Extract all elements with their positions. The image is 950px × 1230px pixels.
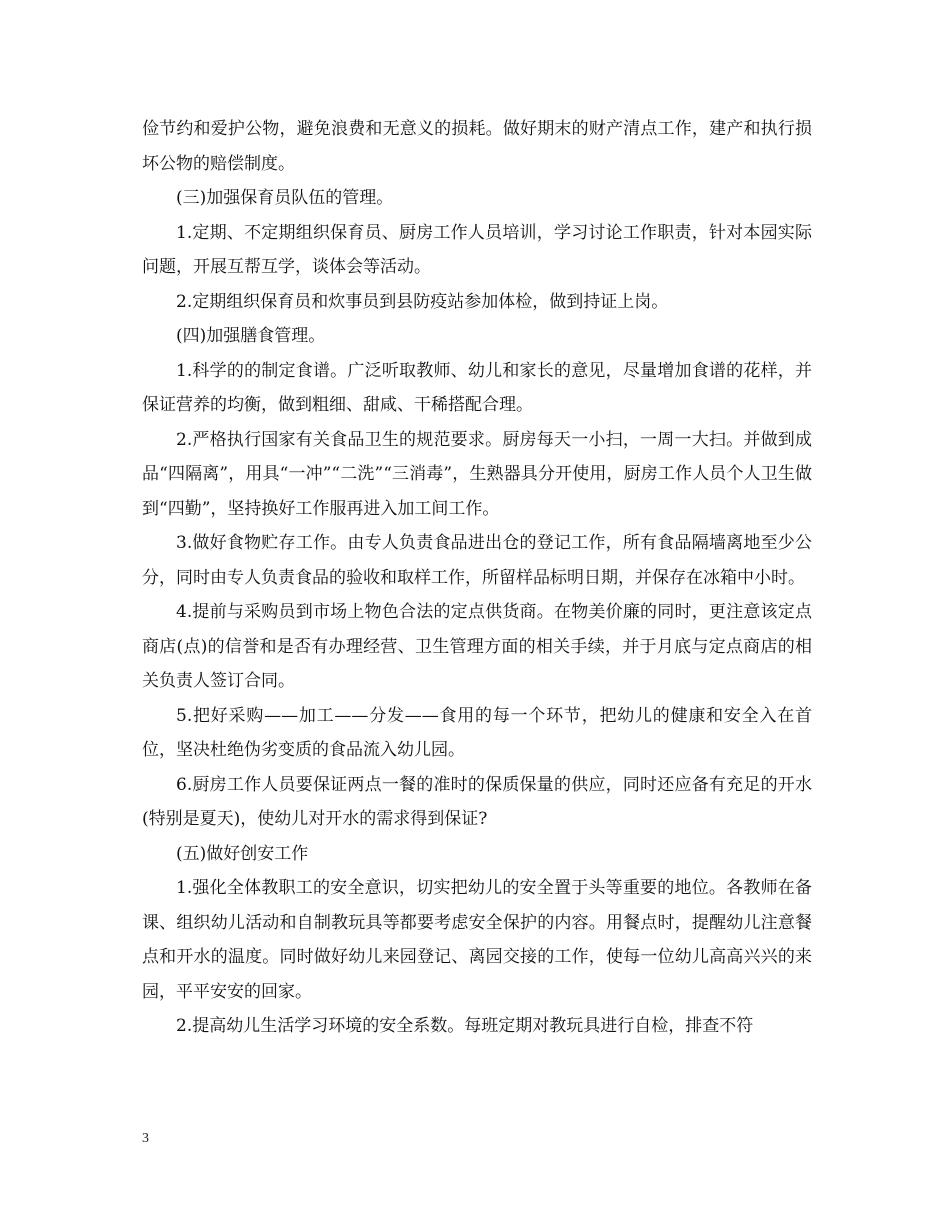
section-heading-3: (三)加强保育员队伍的管理。 [176,188,394,208]
paragraph-menu: 1.科学的的制定食谱。广泛听取教师、幼儿和家长的意见，尽量增加食谱的花样，并保证营养的均衡，做到粗细、甜咸、干稀搭配合理。 [142,360,812,415]
paragraph-hygiene: 2.严格执行国家有关食品卫生的规范要求。厨房每天一小扫，一周一大扫。并做到成品“四隔离”，用具“一冲”“二洗”“三消毒”，生熟器具分开使用，厨房工作人员个人卫生做到“四勤”，坚持换好工作服再进入加工间工作。 [142,429,812,519]
paragraph-supply: 6.厨房工作人员要保证两点一餐的准时的保质保量的供应，同时还应备有充足的开水(特别是夏天)，使幼儿对开水的需求得到保证? [142,774,812,829]
section-heading-5: (五)做好创安工作 [176,843,309,864]
paragraph-supplier: 4.提前与采购员到市场上物色合法的定点供货商。在物美价廉的同时，更注意该定点商店(点)的信誉和是否有办理经营、卫生管理方面的相关手续，并于月底与定点商店的相关负责人签订合同。 [142,602,812,691]
paragraph-1: 俭节约和爱护公物，避免浪费和无意义的损耗。做好期末的财产清点工作，建产和执行损坏公物的赔偿制度。 [142,119,812,174]
paragraph-safety-environment: 2.提高幼儿生活学习环境的安全系数。每班定期对教玩具进行自检，排查不符 [176,1016,754,1036]
paragraph-health-check: 2.定期组织保育员和炊事员到县防疫站参加体检，做到持证上岗。 [176,291,669,312]
paragraph-storage: 3.做好食物贮存工作。由专人负责食品进出仓的登记工作，所有食品隔墙离地至少公分，同时由专人负责食品的验收和取样工作，所留样品标明日期，并保存在冰箱中小时。 [142,533,812,588]
section-heading-4: (四)加强膳食管理。 [176,326,326,346]
paragraph-safety-awareness: 1.强化全体教职工的安全意识，切实把幼儿的安全置于头等重要的地位。各教师在备课、组织幼儿活动和自制教玩具等都要考虑安全保护的内容。用餐点时，提醒幼儿注意餐点和开水的温度。同时做好幼儿来园登记、离园交接的工作，使每一位幼儿高高兴兴的来园，平平安安的回家。 [142,878,812,1002]
page-number: 3 [142,1131,149,1146]
paragraph-procurement: 5.把好采购——加工——分发——食用的每一个环节，把幼儿的健康和安全入在首位，坚决杜绝伪劣变质的食品流入幼儿园。 [142,705,812,760]
paragraph-staff-training: 1.定期、不定期组织保育员、厨房工作人员培训，学习讨论工作职责，针对本园实际问题，开展互帮互学，谈体会等活动。 [142,222,812,277]
document-body [142,112,812,1044]
